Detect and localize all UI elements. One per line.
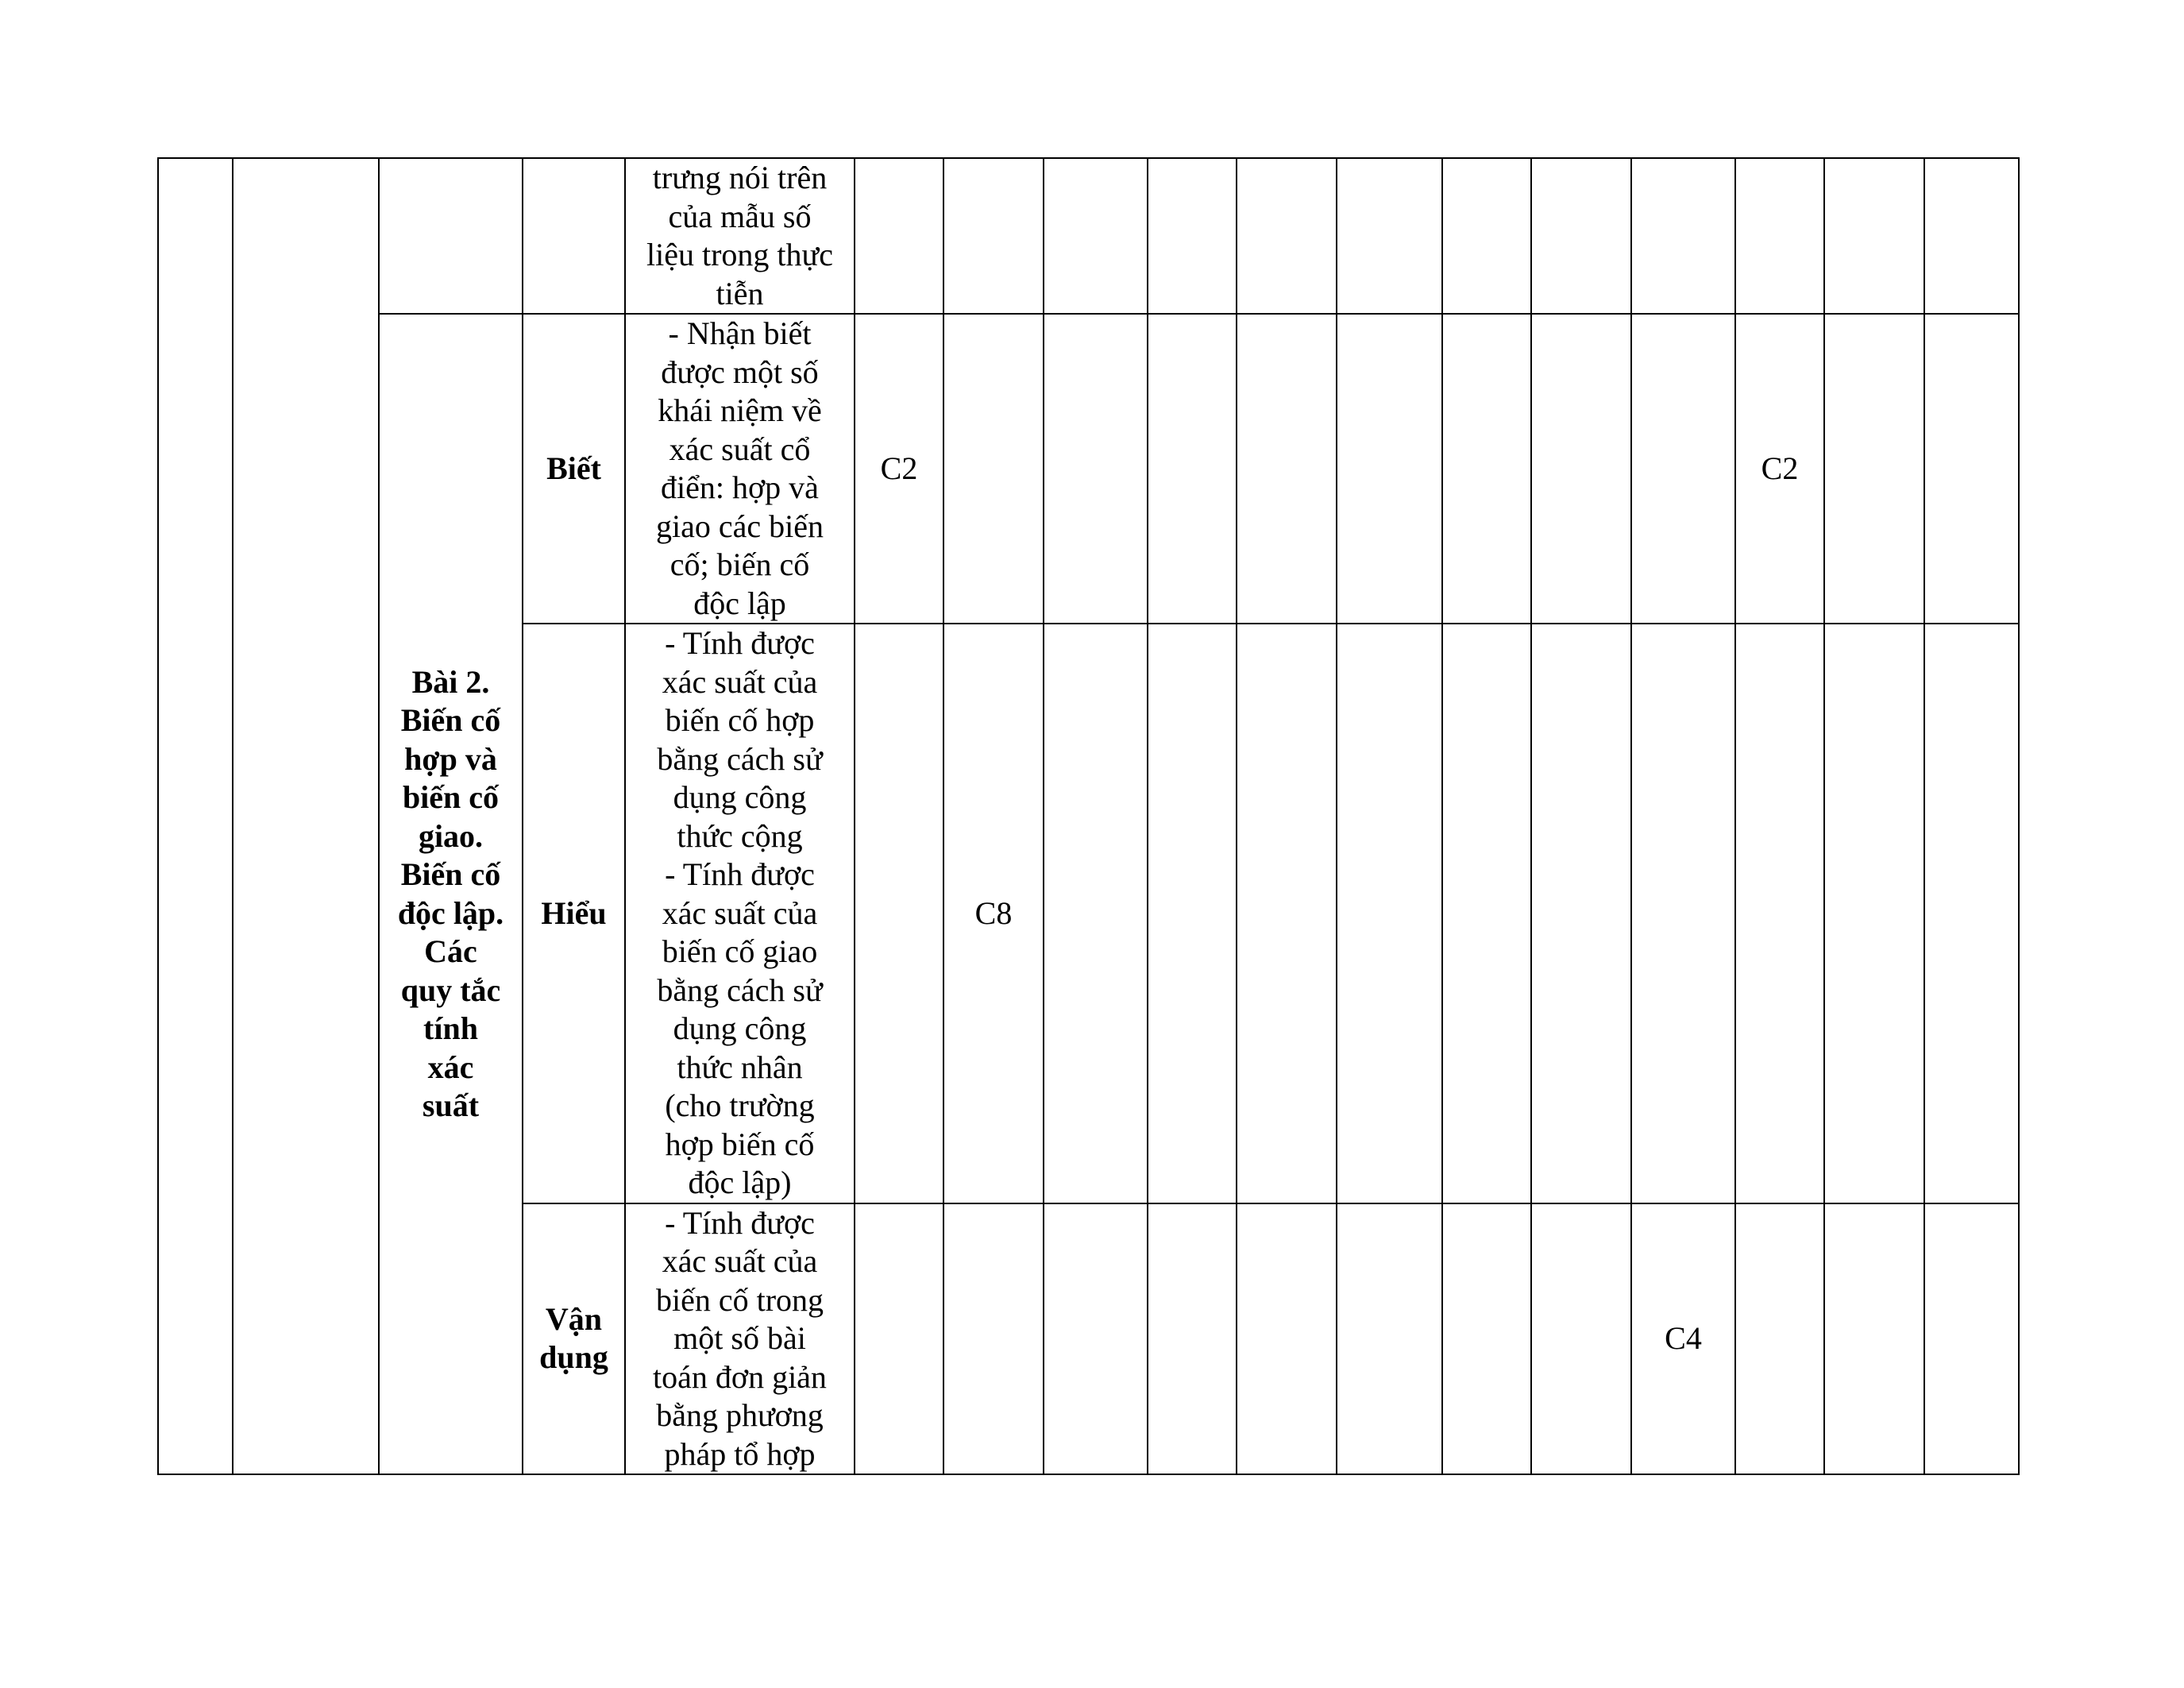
mark-cell: C8 (943, 624, 1044, 1203)
description-line: biến cố hợp (665, 702, 815, 738)
mark-cell (1531, 158, 1631, 314)
mark-cell (1631, 624, 1735, 1203)
description-line: liệu trong thực (646, 237, 833, 272)
lesson-title-line: hợp và (404, 740, 497, 777)
level-cell (523, 158, 625, 314)
mark-cell (1924, 158, 2019, 314)
description-cell (625, 1203, 855, 1475)
description-line: tiễn (716, 275, 764, 311)
level-line: dụng (539, 1339, 608, 1376)
description-line: (cho trường (665, 1087, 815, 1123)
mark-cell (1237, 314, 1337, 624)
description-line: biến cố giao (662, 933, 818, 969)
mark-cell (943, 158, 1044, 314)
description-line: một số bài (673, 1320, 806, 1356)
mark-cell (1148, 624, 1237, 1203)
lesson-title-line: Biến cố (400, 702, 501, 738)
description-cell (625, 624, 855, 1203)
table-row (158, 314, 2019, 624)
mark-cell (1531, 1203, 1631, 1475)
mark-cell (943, 1203, 1044, 1475)
lesson-title-line: độc lập. (397, 894, 504, 931)
mark-cell (1337, 158, 1442, 314)
description-line: bằng phương (656, 1397, 824, 1433)
mark-cell (1824, 1203, 1924, 1475)
mark-cell (1442, 158, 1531, 314)
description-line: bằng cách sử (657, 971, 823, 1008)
description-line: được một số (661, 353, 819, 390)
description-line: bằng cách sử (657, 740, 823, 777)
description-line: độc lập (693, 585, 786, 621)
description-line: xác suất của (662, 663, 818, 700)
assessment-matrix-table (157, 157, 2020, 1475)
mark-cell (1337, 314, 1442, 624)
description-line: dụng công (673, 1010, 807, 1046)
mark-cell (1044, 158, 1148, 314)
mark-cell (1148, 1203, 1237, 1475)
mark-cell (1044, 624, 1148, 1203)
mark-cell (1148, 314, 1237, 624)
table-row (158, 158, 2019, 314)
mark-cell (855, 158, 943, 314)
index-cell (158, 158, 233, 1474)
description-line: cố; biến cố (669, 547, 810, 582)
mark-cell (1148, 158, 1237, 314)
mark-cell: C4 (1631, 1203, 1735, 1475)
mark-cell (1631, 314, 1735, 624)
description-line: xác suất của (662, 1243, 818, 1279)
description-line: xác suất của (662, 894, 818, 931)
lesson-title-cell (379, 314, 523, 1474)
lesson-title-line: suất (422, 1087, 480, 1123)
mark-cell (855, 1203, 943, 1475)
mark-cell (1924, 314, 2019, 624)
mark-cell (1237, 1203, 1337, 1475)
mark-cell (1531, 314, 1631, 624)
lesson-title-line: Các (424, 933, 477, 969)
lesson-cell (379, 158, 523, 314)
mark-cell (855, 624, 943, 1203)
level-line: Hiểu (541, 894, 607, 931)
mark-cell (1924, 1203, 2019, 1475)
level-cell (523, 314, 625, 624)
mark-cell (943, 314, 1044, 624)
description-line: giao các biến (656, 508, 824, 544)
chapter-cell (233, 158, 379, 1474)
lesson-title-line: biến cố (402, 779, 500, 815)
lesson-title-line: Biến cố (400, 856, 501, 892)
mark-cell (1735, 158, 1824, 314)
description-line: dụng công (673, 779, 807, 815)
mark-cell (1044, 1203, 1148, 1475)
description-cell (625, 158, 855, 314)
description-line: biến cố trong (655, 1281, 824, 1318)
mark-cell (1044, 314, 1148, 624)
mark-cell (1735, 1203, 1824, 1475)
description-cell (625, 314, 855, 624)
mark-cell (1442, 624, 1531, 1203)
description-line: độc lập) (688, 1165, 792, 1200)
description-line: thức nhân (677, 1049, 803, 1085)
mark-cell (1237, 624, 1337, 1203)
description-line: - Tính được (665, 856, 815, 892)
description-line: - Tính được (665, 625, 815, 661)
mark-cell (1337, 1203, 1442, 1475)
mark-cell (1442, 314, 1531, 624)
level-cell (523, 624, 625, 1203)
mark-cell (1531, 624, 1631, 1203)
description-line: toán đơn giản (653, 1358, 827, 1395)
mark-cell (1924, 624, 2019, 1203)
description-line: hợp biến cố (665, 1126, 815, 1162)
mark-cell (1735, 624, 1824, 1203)
mark-cell (1824, 158, 1924, 314)
description-line: - Nhận biết (668, 315, 812, 351)
lesson-title-line: tính (423, 1010, 478, 1046)
description-line: xác suất cổ (669, 431, 811, 467)
level-line: Biết (546, 450, 601, 486)
mark-cell (1631, 158, 1735, 314)
level-cell (523, 1203, 625, 1475)
mark-cell: C2 (1735, 314, 1824, 624)
level-line: Vận (545, 1300, 603, 1337)
description-line: pháp tổ hợp (664, 1435, 816, 1472)
lesson-title-line: quy tắc (400, 971, 501, 1008)
mark-cell (1824, 314, 1924, 624)
description-line: khái niệm về (658, 392, 822, 428)
lesson-title-line: giao. (418, 817, 484, 854)
mark-cell (1442, 1203, 1531, 1475)
description-line: trưng nói trên (652, 160, 828, 195)
mark-cell (1237, 158, 1337, 314)
mark-cell (1824, 624, 1924, 1203)
description-line: - Tính được (665, 1204, 815, 1241)
description-line: điển: hợp và (661, 469, 819, 505)
lesson-title-line: xác (427, 1049, 474, 1085)
mark-cell (1337, 624, 1442, 1203)
description-line: của mẫu số (668, 198, 812, 234)
mark-cell: C2 (855, 314, 943, 624)
description-line: thức cộng (677, 817, 803, 854)
lesson-title-line: Bài 2. (411, 663, 490, 700)
